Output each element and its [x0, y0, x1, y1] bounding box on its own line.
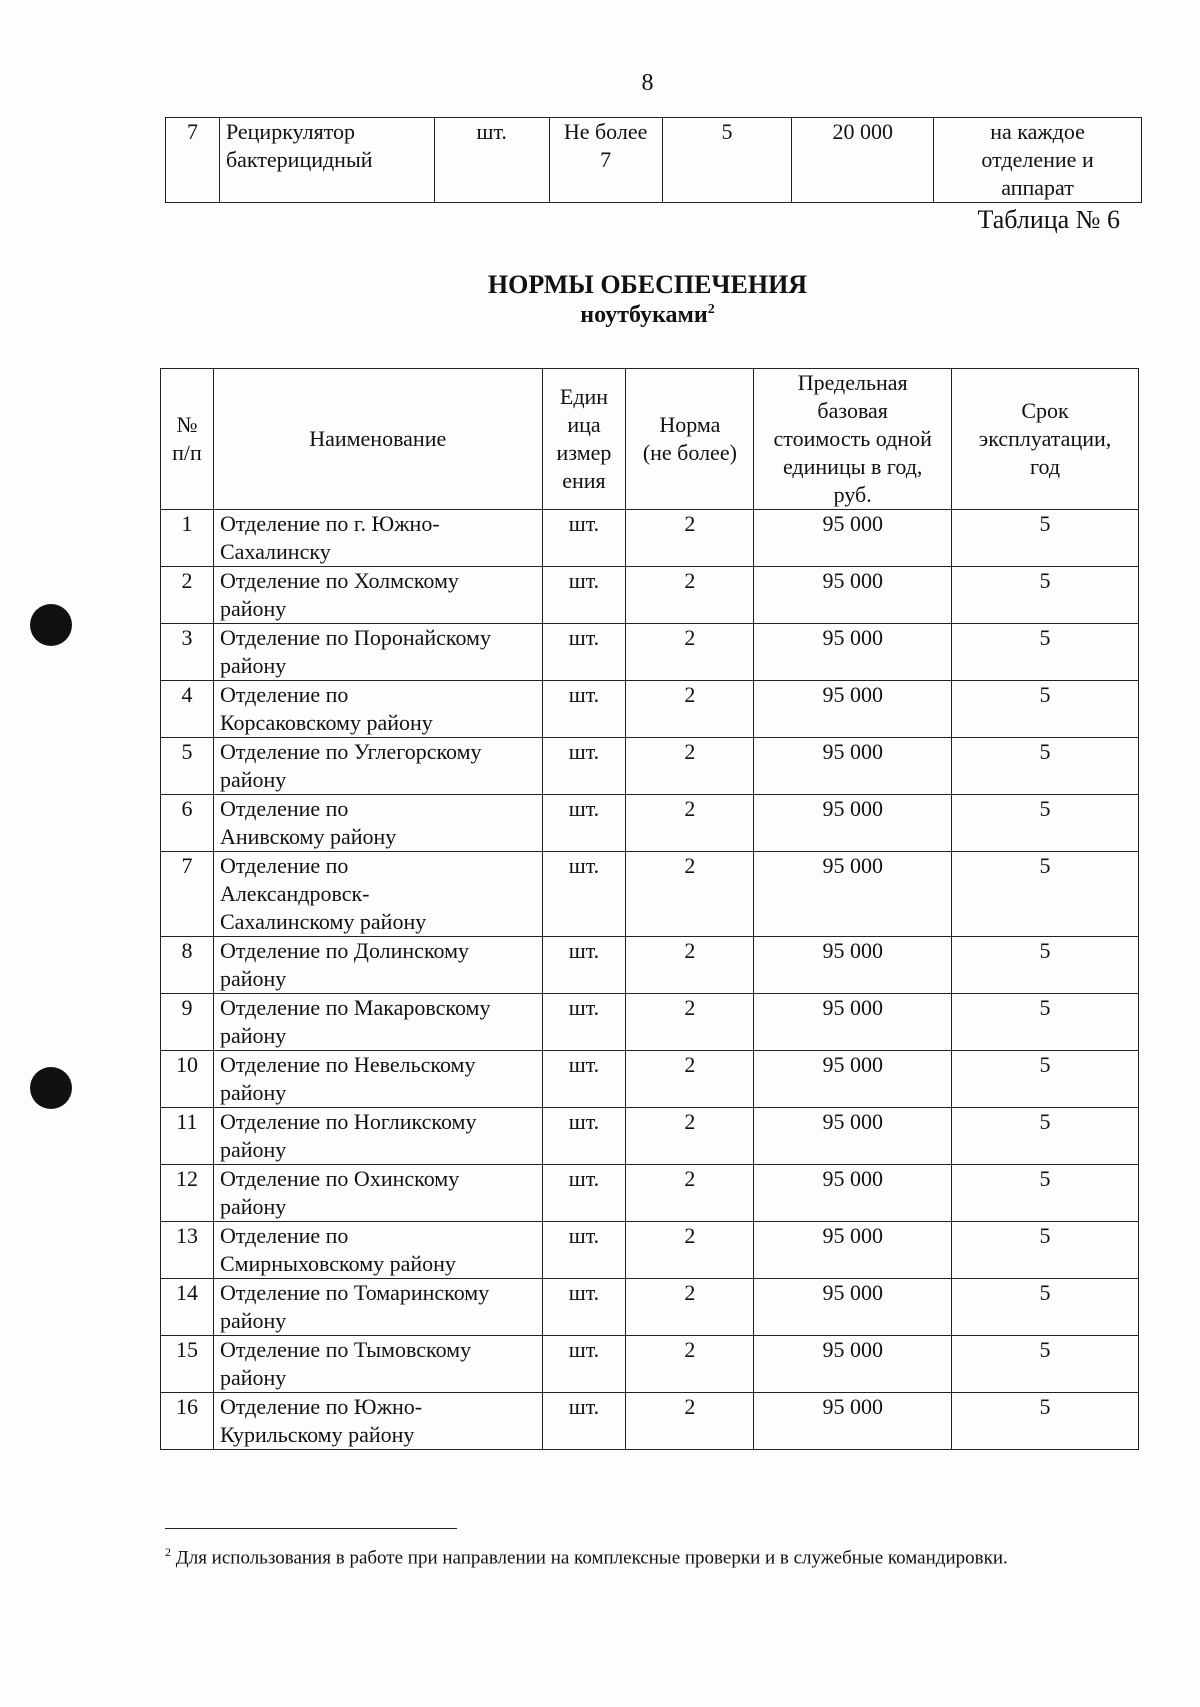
department-name	[213, 852, 542, 937]
header-line: п/п	[172, 440, 202, 465]
document-subtitle	[0, 302, 1200, 329]
term-cell: 5	[952, 1051, 1139, 1108]
row-number: 9	[161, 994, 214, 1051]
header-line: единицы в год,	[782, 454, 923, 479]
department-name-line: Александровск-	[219, 881, 370, 906]
row-number: 14	[161, 1279, 214, 1336]
row-number: 2	[161, 567, 214, 624]
price-cell: 20 000	[792, 118, 934, 203]
price-cell: 95 000	[754, 510, 952, 567]
term-cell: 5	[952, 510, 1139, 567]
department-name-line: Отделение по Охинскому	[219, 1166, 460, 1191]
unit-cell: шт.	[434, 118, 549, 203]
row-number: 12	[161, 1165, 214, 1222]
department-name-line: Корсаковскому району	[219, 710, 433, 735]
header-unit	[542, 369, 626, 510]
unit-cell: шт.	[542, 1222, 626, 1279]
footnote-divider	[165, 1528, 457, 1529]
table-row	[161, 795, 1139, 852]
header-line: Срок	[1021, 398, 1069, 423]
footnote-mark: 2	[165, 1545, 171, 1559]
row-number: 7	[161, 852, 214, 937]
header-line: Норма	[659, 412, 721, 437]
norm-cell: 2	[626, 1165, 754, 1222]
table-row	[161, 937, 1139, 994]
department-name-line: Отделение по	[219, 682, 349, 707]
department-name	[213, 994, 542, 1051]
row-number: 3	[161, 624, 214, 681]
price-cell: 95 000	[754, 1108, 952, 1165]
header-term	[952, 369, 1139, 510]
price-cell: 95 000	[754, 1165, 952, 1222]
department-name-line: Сахалинскому району	[219, 909, 427, 934]
norm-cell: 2	[626, 1222, 754, 1279]
unit-cell: шт.	[542, 681, 626, 738]
table-row	[161, 852, 1139, 937]
row-number: 15	[161, 1336, 214, 1393]
table-row	[161, 1108, 1139, 1165]
unit-cell: шт.	[542, 1108, 626, 1165]
item-name	[219, 118, 434, 203]
department-name-line: Отделение по	[219, 1223, 349, 1248]
limit-line: 7	[600, 147, 612, 172]
department-name-line: Отделение по Невельскому	[219, 1052, 476, 1077]
term-cell: 5	[952, 994, 1139, 1051]
unit-cell: шт.	[542, 1279, 626, 1336]
department-name-line: Отделение по	[219, 796, 349, 821]
table-label: Таблица № 6	[977, 205, 1120, 234]
unit-cell: шт.	[542, 510, 626, 567]
header-line: эксплуатации,	[978, 426, 1112, 451]
table-row	[161, 1051, 1139, 1108]
row-number: 16	[161, 1393, 214, 1450]
binder-hole	[30, 604, 72, 646]
department-name-line: Смирныховскому району	[219, 1251, 456, 1276]
norm-cell: 2	[626, 852, 754, 937]
header-name: Наименование	[213, 369, 542, 510]
norm-cell: 2	[626, 510, 754, 567]
row-number: 13	[161, 1222, 214, 1279]
unit-cell: шт.	[542, 795, 626, 852]
department-name-line: Отделение по Макаровскому	[219, 995, 491, 1020]
department-name-line: Отделение по Углегорскому	[219, 739, 482, 764]
department-name-line: Отделение по г. Южно-	[219, 511, 440, 536]
note-line: отделение и	[981, 147, 1094, 172]
department-name-line: району	[219, 1194, 287, 1219]
department-name	[213, 738, 542, 795]
unit-cell: шт.	[542, 1336, 626, 1393]
item-name-line: Рециркулятор	[225, 119, 356, 144]
department-name-line: Анивскому району	[219, 824, 397, 849]
price-cell: 95 000	[754, 1051, 952, 1108]
department-name-line: Отделение по	[219, 853, 349, 878]
department-name	[213, 1222, 542, 1279]
row-number: 4	[161, 681, 214, 738]
department-name-line: району	[219, 966, 287, 991]
row-number: 7	[166, 118, 220, 203]
header-price	[754, 369, 952, 510]
header-line: базовая	[817, 398, 888, 423]
unit-cell: шт.	[542, 738, 626, 795]
limit-line: Не более	[563, 119, 648, 144]
department-name	[213, 1108, 542, 1165]
norm-cell: 2	[626, 681, 754, 738]
unit-cell: шт.	[542, 1051, 626, 1108]
department-name-line: району	[219, 767, 287, 792]
table-row	[161, 1393, 1139, 1450]
unit-cell: шт.	[542, 1393, 626, 1450]
price-cell: 95 000	[754, 1222, 952, 1279]
header-line: ица	[567, 412, 601, 437]
norm-cell: 2	[626, 937, 754, 994]
table-row	[161, 681, 1139, 738]
note-line: на каждое	[990, 119, 1085, 144]
row-number: 10	[161, 1051, 214, 1108]
term-cell: 5	[952, 1165, 1139, 1222]
price-cell: 95 000	[754, 795, 952, 852]
header-line: Предельная	[797, 370, 908, 395]
price-cell: 95 000	[754, 852, 952, 937]
price-cell: 95 000	[754, 624, 952, 681]
price-cell: 95 000	[754, 994, 952, 1051]
binder-hole	[30, 1067, 72, 1109]
norm-cell: 2	[626, 624, 754, 681]
table-row	[161, 1165, 1139, 1222]
page-number: 8	[641, 70, 654, 96]
subtitle-text: ноутбуками	[580, 302, 708, 328]
header-line: (не более)	[642, 440, 737, 465]
norm-cell: 2	[626, 738, 754, 795]
department-name	[213, 510, 542, 567]
norm-cell: 2	[626, 795, 754, 852]
department-name	[213, 567, 542, 624]
table-row	[161, 567, 1139, 624]
laptop-norms-table	[160, 368, 1139, 1450]
table-row	[161, 1279, 1139, 1336]
table-row	[161, 624, 1139, 681]
unit-cell: шт.	[542, 994, 626, 1051]
price-cell: 95 000	[754, 1279, 952, 1336]
department-name	[213, 624, 542, 681]
table-row	[161, 1336, 1139, 1393]
footnote-reference: 2	[707, 302, 715, 317]
footnote	[165, 1540, 1085, 1570]
department-name	[213, 795, 542, 852]
price-cell: 95 000	[754, 567, 952, 624]
row-number: 8	[161, 937, 214, 994]
department-name-line: району	[219, 1080, 287, 1105]
department-name	[213, 1336, 542, 1393]
table-row	[161, 510, 1139, 567]
norm-cell: 2	[626, 1051, 754, 1108]
price-cell: 95 000	[754, 1336, 952, 1393]
term-cell: 5	[952, 681, 1139, 738]
row-number: 6	[161, 795, 214, 852]
term-cell: 5	[952, 567, 1139, 624]
header-line: руб.	[833, 482, 872, 507]
norm-cell: 5	[662, 118, 792, 203]
term-cell: 5	[952, 1108, 1139, 1165]
department-name-line: району	[219, 1365, 287, 1390]
header-line: год	[1030, 454, 1061, 479]
row-number: 11	[161, 1108, 214, 1165]
department-name-line: району	[219, 653, 287, 678]
department-name	[213, 1051, 542, 1108]
department-name-line: Отделение по Ногликскому	[219, 1109, 477, 1134]
department-name-line: Отделение по Томаринскому	[219, 1280, 490, 1305]
term-cell: 5	[952, 1279, 1139, 1336]
department-name-line: Отделение по Холмскому	[219, 568, 459, 593]
header-number	[161, 369, 214, 510]
term-cell: 5	[952, 624, 1139, 681]
table-row	[161, 1222, 1139, 1279]
header-line: измер	[556, 440, 612, 465]
term-cell: 5	[952, 1336, 1139, 1393]
header-line: стоимость одной	[773, 426, 932, 451]
unit-cell: шт.	[542, 937, 626, 994]
term-cell: 5	[952, 937, 1139, 994]
previous-table-tail	[165, 117, 1142, 203]
table-row	[166, 118, 1142, 203]
term-cell: 5	[952, 795, 1139, 852]
department-name	[213, 1279, 542, 1336]
term-cell: 5	[952, 738, 1139, 795]
norm-cell: 2	[626, 994, 754, 1051]
department-name-line: району	[219, 1137, 287, 1162]
department-name	[213, 681, 542, 738]
department-name-line: Отделение по Поронайскому	[219, 625, 491, 650]
term-cell: 5	[952, 852, 1139, 937]
document-title: НОРМЫ ОБЕСПЕЧЕНИЯ	[487, 270, 808, 299]
department-name-line: району	[219, 596, 287, 621]
price-cell: 95 000	[754, 738, 952, 795]
department-name-line: району	[219, 1308, 287, 1333]
department-name-line: Курильскому району	[219, 1422, 415, 1447]
header-line: №	[176, 412, 198, 437]
header-norm	[626, 369, 754, 510]
department-name-line: Сахалинску	[219, 539, 331, 564]
department-name	[213, 937, 542, 994]
price-cell: 95 000	[754, 937, 952, 994]
norm-cell: 2	[626, 1393, 754, 1450]
header-line: ения	[562, 468, 606, 493]
department-name-line: Отделение по Долинскому	[219, 938, 470, 963]
limit-cell	[549, 118, 662, 203]
footnote-text: Для использования в работе при направлении на комплексные проверки и в служебные командировки.	[175, 1547, 1008, 1569]
unit-cell: шт.	[542, 567, 626, 624]
table-row	[161, 994, 1139, 1051]
norm-cell: 2	[626, 1279, 754, 1336]
header-line: Един	[559, 384, 609, 409]
unit-cell: шт.	[542, 1165, 626, 1222]
row-number: 1	[161, 510, 214, 567]
table-header-row	[161, 369, 1139, 510]
price-cell: 95 000	[754, 1393, 952, 1450]
term-cell: 5	[952, 1222, 1139, 1279]
department-name	[213, 1393, 542, 1450]
note-cell	[934, 118, 1142, 203]
term-cell: 5	[952, 1393, 1139, 1450]
department-name-line: району	[219, 1023, 287, 1048]
norm-cell: 2	[626, 1108, 754, 1165]
department-name-line: Отделение по Южно-	[219, 1394, 423, 1419]
price-cell: 95 000	[754, 681, 952, 738]
department-name-line: Отделение по Тымовскому	[219, 1337, 472, 1362]
norm-cell: 2	[626, 567, 754, 624]
unit-cell: шт.	[542, 852, 626, 937]
note-line: аппарат	[1001, 175, 1074, 200]
table-row	[161, 738, 1139, 795]
department-name	[213, 1165, 542, 1222]
unit-cell: шт.	[542, 624, 626, 681]
item-name-line: бактерицидный	[225, 147, 373, 172]
row-number: 5	[161, 738, 214, 795]
norm-cell: 2	[626, 1336, 754, 1393]
